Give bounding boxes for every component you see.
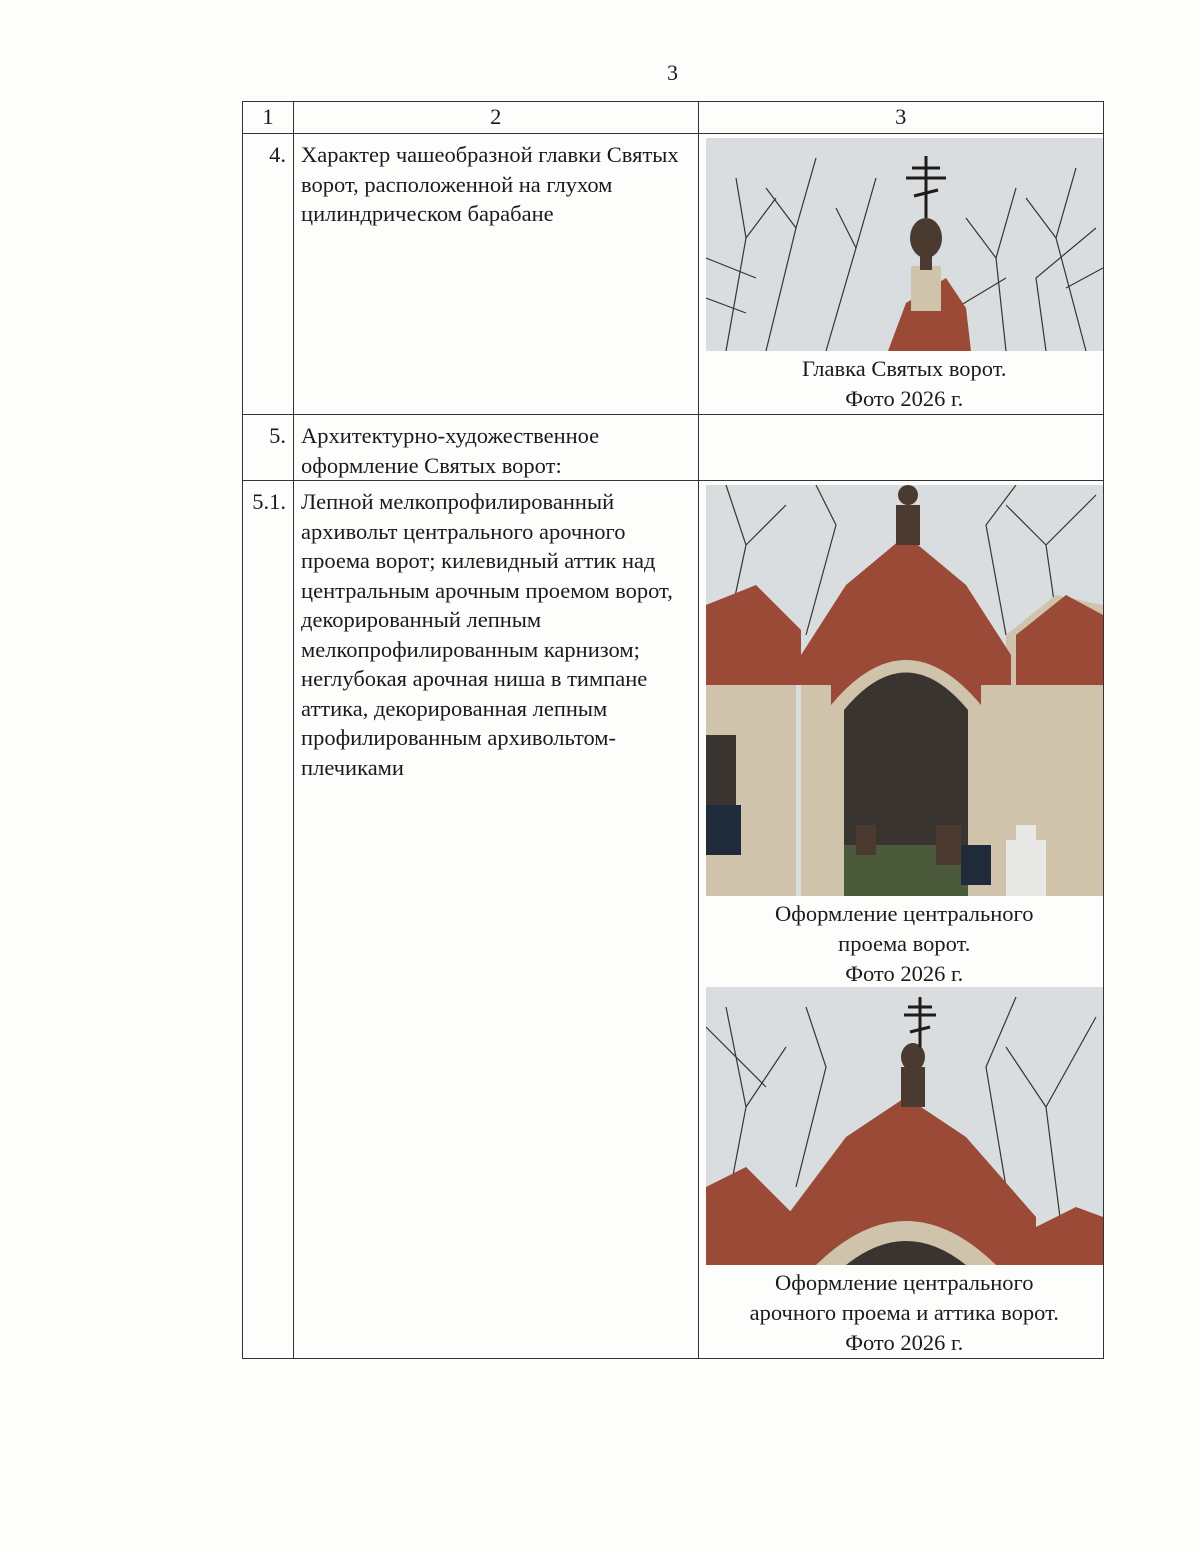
photo-gate-dome: [706, 138, 1103, 351]
row-description: Архитектурно-художественное оформление Святых ворот:: [294, 415, 698, 481]
row-number: 4.: [243, 134, 294, 415]
page-number: 3: [667, 60, 678, 85]
photo-caption: Оформление центрального арочного проема и аттика ворот. Фото 2026 г.: [749, 1270, 1059, 1355]
attic-photo-image: [706, 987, 1103, 1265]
header-col-1: 1: [243, 102, 294, 134]
photo-caption: Оформление центрального проема ворот. Фото 2026 г.: [775, 901, 1034, 986]
row-number: 5.1.: [243, 481, 294, 1359]
arch-photo-image: [706, 485, 1103, 896]
header-col-3: 3: [698, 102, 1103, 134]
dome-photo-image: [706, 138, 1103, 351]
photo-cell: [698, 134, 1103, 415]
row-number: 5.: [243, 415, 294, 481]
table-header-row: [243, 102, 1104, 134]
row-description: Лепной мелкопрофилированный архивольт центрального арочного проема ворот; килевидный аттик над центральным арочным проемом ворот, декорированный лепным мелкопрофилированным карнизом; неглубокая арочная ниша в тимпане аттика, декорированная лепным профилированным архивольтом-плечиками: [294, 481, 698, 1359]
row-description: Характер чашеобразной главки Святых ворот, расположенной на глухом цилиндрическом барабане: [294, 134, 698, 415]
photo-central-arch: [706, 485, 1103, 896]
table-row: [243, 415, 1104, 481]
monument-features-table: [242, 101, 1104, 1359]
header-col-2: 2: [294, 102, 698, 134]
photo-caption: Главка Святых ворот. Фото 2026 г.: [801, 356, 1007, 411]
empty-photo-cell: [698, 415, 1103, 481]
photo-arch-attic: [706, 987, 1103, 1265]
photo-cell: [698, 481, 1103, 1359]
table-row: [243, 481, 1104, 1359]
table-row: [243, 134, 1104, 415]
